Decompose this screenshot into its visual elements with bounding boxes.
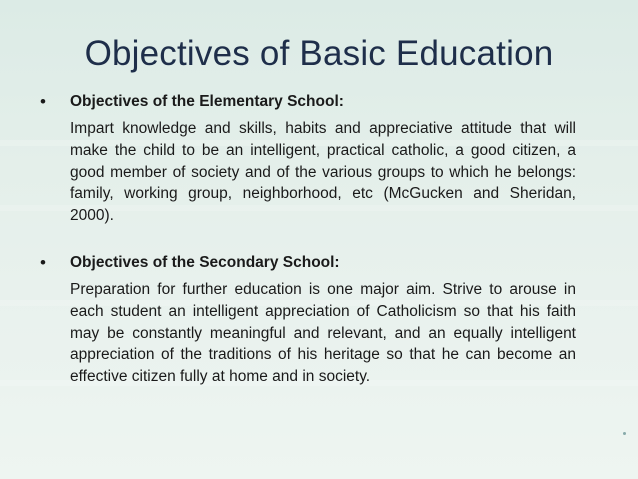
section-heading-row	[40, 92, 592, 114]
section-body: Preparation for further education is one major aim. Strive to arouse in each student an intelligent appreciation of Catholicism so that his faith may be constantly meaningful and relevant, and an equally intelligent appreciation of the traditions of his heritage so that he can become an effective citizen fully at home and in society.	[70, 281, 576, 386]
section-secondary	[40, 253, 592, 388]
section-heading: Objectives of the Secondary School:	[70, 254, 340, 271]
decorative-dot	[623, 432, 626, 435]
section-heading-row	[40, 253, 592, 275]
section-body: Impart knowledge and skills, habits and appreciative attitude that will make the child to be an intelligent, practical catholic, a good citizen, a good member of society and of the various groups to which he belongs: family, working group, neighborhood, etc (McGucken and Sheridan, 2000).	[70, 120, 576, 225]
bullet-icon: •	[40, 253, 46, 272]
section-heading: Objectives of the Elementary School:	[70, 93, 344, 110]
section-elementary	[40, 92, 592, 227]
slide-title: Objectives of Basic Education	[84, 34, 554, 73]
bullet-icon: •	[40, 92, 46, 111]
